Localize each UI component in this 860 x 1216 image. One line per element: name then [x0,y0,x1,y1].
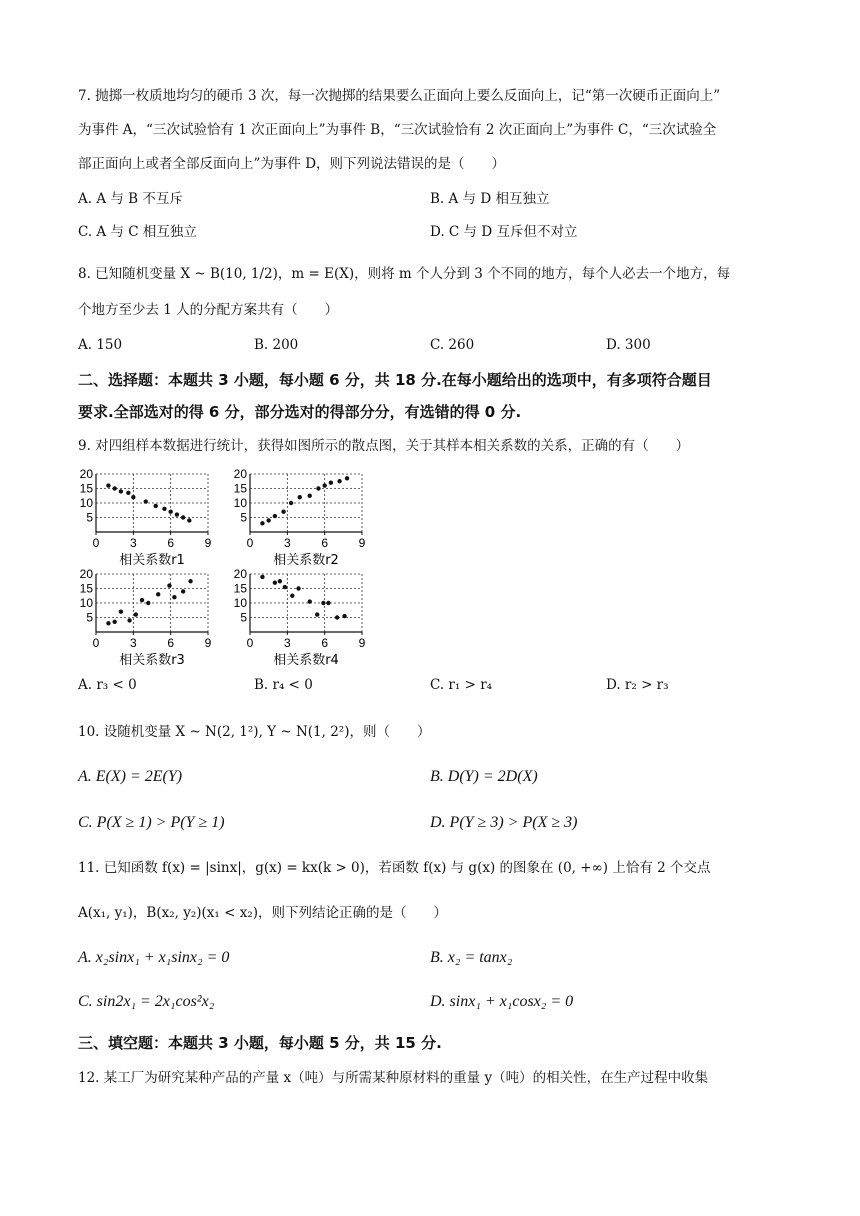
data-point [308,494,312,498]
q10-option-c: C. P(X ≥ 1) > P(Y ≥ 1) [78,814,225,831]
q9-option-d: D. r₂ > r₃ [606,677,669,693]
q7-option-a: A. A 与 B 不互斥 [78,191,183,207]
data-point [162,507,166,511]
y-tick-label: 20 [79,467,93,481]
q7-option-c: C. A 与 C 相互独立 [78,224,197,240]
data-point [298,495,302,499]
data-point [315,612,319,616]
data-point [308,599,312,603]
data-point [321,601,325,605]
x-tick-label: 0 [246,536,254,550]
scatter-plot-r4 [232,564,382,672]
q10-option-d: D. P(Y ≥ 3) > P(X ≥ 3) [430,814,578,831]
q9-option-c: C. r₁ > r₄ [430,677,493,693]
q10-line-1: 10. 设随机变量 X ~ N(2, 1²), Y ~ N(1, 2²)，则（ ） [78,724,431,740]
x-tick-label: 0 [92,636,100,650]
data-point [290,594,294,598]
y-tick-label: 10 [79,596,93,610]
y-tick-label: 5 [86,510,93,525]
y-tick-label: 15 [79,581,93,596]
plot-caption: 相关系数r1 [119,553,185,568]
q8-line-2: 个地方至少去 1 人的分配方案共有（ ） [78,302,339,318]
data-point [172,595,176,599]
data-point [273,514,277,518]
data-point [273,581,277,585]
data-point [156,592,160,596]
data-point [342,614,346,618]
data-point [260,521,264,525]
data-point [140,598,144,602]
x-tick-label: 6 [321,536,329,550]
x-tick-label: 6 [321,636,329,650]
data-point [278,579,282,583]
x-tick-label: 9 [358,636,366,650]
y-tick-label: 15 [79,481,93,496]
q12-line-1: 12. 某工厂为研究某种产品的产量 x（吨）与所需某种原材料的重量 y（吨）的相关性，在生产过程中收集 [78,1070,709,1086]
plot-caption: 相关系数r4 [273,653,339,668]
plot-caption: 相关系数r3 [119,653,185,668]
scatter-plot-r2 [232,464,382,572]
data-point [134,612,138,616]
x-tick-label: 9 [358,536,366,550]
scatter-r1-svg [78,464,228,568]
q10-option-b: B. D(Y) = 2D(X) [430,768,538,785]
data-point [106,483,110,487]
data-point [175,512,179,516]
x-tick-label: 3 [283,536,291,550]
q10-option-a: A. E(X) = 2E(Y) [78,768,183,785]
q7-line-3: 部正面向上或者全部反面向上”为事件 D，则下列说法错误的是（ ） [78,156,506,172]
q8-option-a: A. 150 [78,337,123,353]
x-tick-label: 0 [246,636,254,650]
data-point [181,589,185,593]
data-point [146,601,150,605]
scatter-plot-r3 [78,564,228,672]
y-tick-label: 5 [240,510,247,525]
data-point [119,489,123,493]
section-2-header-line-2: 要求.全部选对的得 6 分，部分选对的得部分分，有选错的得 0 分. [78,403,522,421]
y-tick-label: 20 [79,567,93,581]
y-tick-label: 10 [79,496,93,510]
data-point [337,479,341,483]
q9-line-1: 9. 对四组样本数据进行统计，获得如图所示的散点图，关于其样本相关系数的关系，正确的有（ ） [78,438,690,454]
plot-caption: 相关系数r2 [273,553,339,568]
scatter-r4-svg [232,564,382,668]
data-point [154,504,158,508]
x-tick-label: 9 [204,536,212,550]
q11-option-a: A. x₂sinx₁ + x₁sinx₂ = 0 [78,949,230,966]
q9-option-a: A. r₃ < 0 [78,677,137,693]
data-point [329,481,333,485]
y-tick-label: 5 [86,610,93,625]
data-point [126,491,130,495]
x-tick-label: 6 [167,636,175,650]
q7-option-b: B. A 与 D 相互独立 [430,191,550,207]
q11-option-c: C. sin2x₁ = 2x₁cos²x₂ [78,993,215,1010]
data-point [167,583,171,587]
data-point [106,621,110,625]
q11-option-b: B. x₂ = tanx₂ [430,949,513,966]
q8-option-d: D. 300 [606,337,651,353]
q8-line-1: 8. 已知随机变量 X ~ B(10, 1/2)，m = E(X)，则将 m 个人分到 3 个不同的地方，每个人必去一个地方，每 [78,266,731,282]
data-point [127,618,131,622]
y-tick-label: 10 [233,496,247,510]
data-point [316,486,320,490]
y-tick-label: 20 [233,567,247,581]
data-point [112,486,116,490]
data-point [260,575,264,579]
x-tick-label: 3 [283,636,291,650]
section-2-header-line-1: 二、选择题：本题共 3 小题，每小题 6 分，共 18 分.在每小题给出的选项中，有多项符合题目 [78,371,712,389]
q11-line-2: A(x₁, y₁)，B(x₂, y₂)(x₁ < x₂)，则下列结论正确的是（ ） [78,905,448,921]
data-point [335,615,339,619]
scatter-r3-svg [78,564,228,668]
y-tick-label: 15 [233,581,247,596]
x-tick-label: 6 [167,536,175,550]
scatter-plot-r1 [78,464,228,572]
data-point [187,518,191,522]
data-point [188,579,192,583]
x-tick-label: 3 [129,636,137,650]
y-tick-label: 5 [240,610,247,625]
data-point [289,501,293,505]
y-tick-label: 15 [233,481,247,496]
q11-line-1: 11. 已知函数 f(x) = |sinx|，g(x) = kx(k > 0)，若函数 f(x) 与 g(x) 的图象在 (0, +∞) 上恰有 2 个交点 [78,860,711,876]
data-point [296,586,300,590]
x-tick-label: 3 [129,536,137,550]
y-tick-label: 20 [233,467,247,481]
y-tick-label: 10 [233,596,247,610]
data-point [168,510,172,514]
x-tick-label: 0 [92,536,100,550]
section-3-header: 三、填空题：本题共 3 小题，每小题 5 分，共 15 分. [78,1034,442,1052]
data-point [345,476,349,480]
q7-option-d: D. C 与 D 互斥但不对立 [430,224,578,240]
data-point [283,585,287,589]
data-point [326,601,330,605]
scatter-r2-svg [232,464,382,568]
q7-line-2: 为事件 A，“三次试验恰有 1 次正面向上”为事件 B，“三次试验恰有 2 次正面向上”为事件 C，“三次试验全 [78,122,717,138]
q11-option-d: D. sinx₁ + x₁cosx₂ = 0 [430,993,574,1010]
data-point [266,518,270,522]
data-point [131,495,135,499]
data-point [322,483,326,487]
q8-option-b: B. 200 [254,337,299,353]
data-point [144,499,148,503]
data-point [119,610,123,614]
q7-line-1: 7. 抛掷一枚质地均匀的硬币 3 次，每一次抛掷的结果要么正面向上要么反面向上，记“第一次硬币正面向上” [78,88,721,104]
q8-option-c: C. 260 [430,337,475,353]
data-point [281,510,285,514]
data-point [112,620,116,624]
x-tick-label: 9 [204,636,212,650]
data-point [181,515,185,519]
q9-option-b: B. r₄ < 0 [254,677,313,693]
